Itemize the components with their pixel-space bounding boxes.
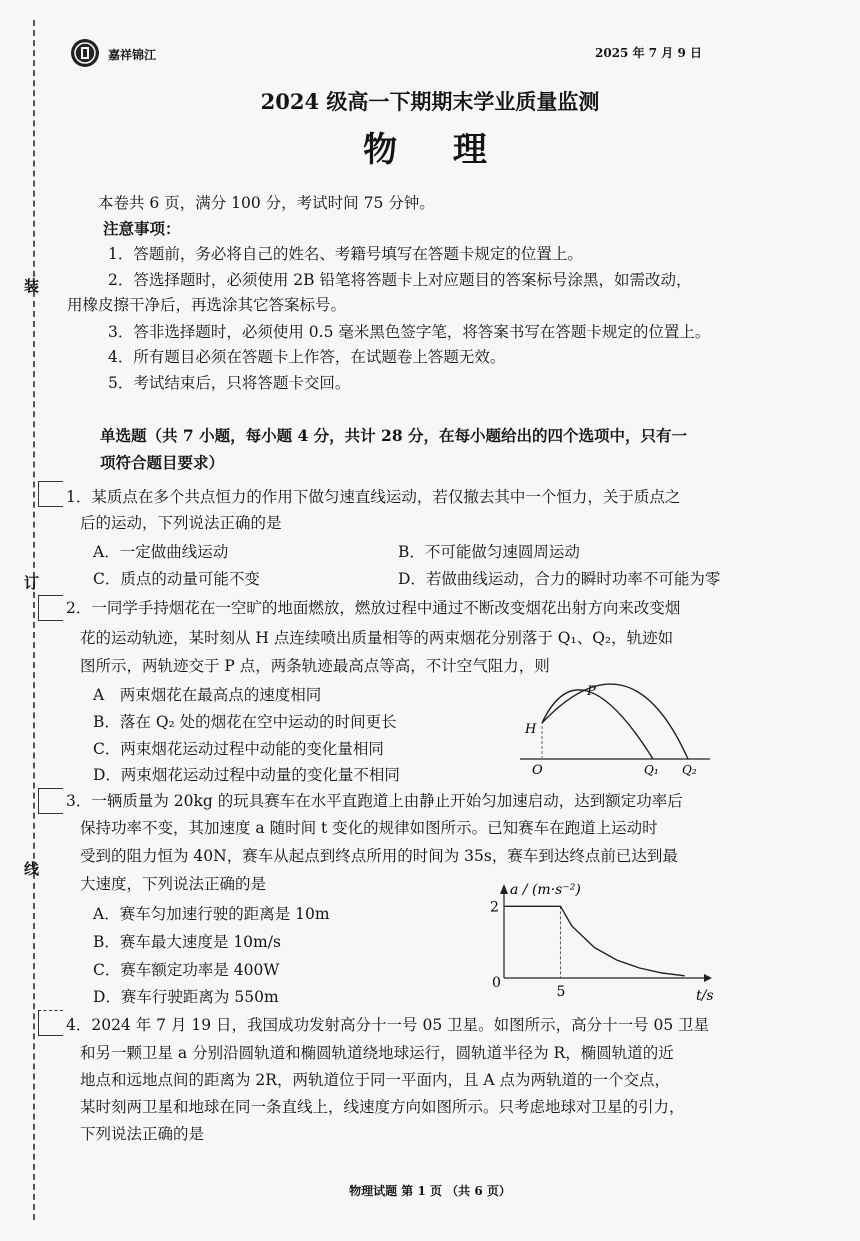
x-tick-5: 5 <box>556 984 566 1000</box>
binding-mark-zhuang: 装 <box>24 277 40 295</box>
answer-box-q4 <box>38 1010 63 1036</box>
label-q2: Q₂ <box>682 763 697 777</box>
intro-text: 本卷共 6 页，满分 100 分，考试时间 75 分钟。 <box>98 194 435 212</box>
q3-acceleration-chart <box>480 872 730 1004</box>
q3-stem: 保持功率不变，其加速度 a 随时间 t 变化的规律如图所示。已知赛车在跑道上运动时 <box>80 819 658 837</box>
q4-stem: 4．2024 年 7 月 19 日，我国成功发射高分十一号 05 卫星。如图所示，高分十一号 05 卫星 <box>66 1016 710 1034</box>
exam-title: 2024 级高一下期期末学业质量监测 <box>260 89 600 114</box>
q4-stem: 下列说法正确的是 <box>80 1125 205 1143</box>
notice-item: 4．所有题目必须在答题卡上作答，在试题卷上答题无效。 <box>108 348 506 366</box>
x-tick-0: 0 <box>492 975 501 991</box>
q1-option-a: A．一定做曲线运动 <box>93 543 229 561</box>
q1-option-d: D．若做曲线运动，合力的瞬时功率不可能为零 <box>398 570 721 588</box>
q4-stem: 地点和远地点间的距离为 2R，两轨道位于同一平面内，且 A 点为两轨道的一个交点， <box>80 1071 671 1089</box>
answer-box-q1 <box>38 481 63 507</box>
q2-stem: 图所示，两轨迹交于 P 点，两条轨迹最高点等高，不计空气阻力，则 <box>80 657 550 675</box>
q3-stem: 受到的阻力恒为 40N，赛车从起点到终点所用的时间为 35s，赛车到达终点前已达到最 <box>80 847 678 865</box>
q1-option-b: B．不可能做匀速圆周运动 <box>398 543 580 561</box>
notice-item: 用橡皮擦干净后，再选涂其它答案标号。 <box>67 296 347 314</box>
q1-option-c: C．质点的动量可能不变 <box>93 570 260 588</box>
q3-stem: 大速度，下列说法正确的是 <box>80 875 267 893</box>
label-q1: Q₁ <box>644 763 659 777</box>
q4-stem: 某时刻两卫星和地球在同一条直线上，线速度方向如图所示。只考虑地球对卫星的引力， <box>80 1098 685 1116</box>
q3-option-b: B．赛车最大速度是 10m/s <box>93 933 281 951</box>
q2-stem: 2．一同学手持烟花在一空旷的地面燃放，燃放过程中通过不断改变烟花出射方向来改变烟 <box>66 599 681 617</box>
q4-stem: 和另一颗卫星 a 分别沿圆轨道和椭圆轨道绕地球运行，圆轨道半径为 R，椭圆轨道的近 <box>80 1044 674 1062</box>
label-p: P <box>587 684 596 699</box>
q3-option-c: C．赛车额定功率是 400W <box>93 961 280 979</box>
notice-item: 1．答题前，务必将自己的姓名、考籍号填写在答题卡规定的位置上。 <box>108 245 583 263</box>
x-axis-label: t/s <box>696 988 714 1004</box>
q2-option-b: B．落在 Q₂ 处的烟花在空中运动的时间更长 <box>93 713 397 731</box>
q2-option-c: C．两束烟花运动过程中动能的变化量相同 <box>93 740 384 758</box>
q3-option-d: D．赛车行驶距离为 550m <box>93 988 279 1006</box>
notice-item: 2．答选择题时，必须使用 2B 铅笔将答题卡上对应题目的答案标号涂黑，如需改动， <box>108 271 692 289</box>
y-axis-label: a / (m·s⁻²) <box>510 882 581 898</box>
label-h: H <box>525 722 537 737</box>
q1-stem: 1．某质点在多个共点恒力的作用下做匀速直线运动，若仅撤去其中一个恒力，关于质点之 <box>66 488 681 506</box>
q1-stem: 后的运动，下列说法正确的是 <box>80 514 282 532</box>
notice-title: 注意事项： <box>103 219 181 238</box>
notice-item: 3．答非选择题时，必须使用 0.5 毫米黑色签字笔，将答案书写在答题卡规定的位置上。 <box>108 323 711 341</box>
x-axis-arrow-icon <box>704 974 712 982</box>
y-tick-2: 2 <box>490 899 499 916</box>
school-name: 嘉祥锦江 <box>108 48 157 62</box>
y-axis-arrow-icon <box>500 884 508 894</box>
notice-item: 5．考试结束后，只将答题卡交回。 <box>108 374 351 392</box>
school-logo-icon <box>70 38 100 68</box>
exam-date: 2025 年 7 月 9 日 <box>595 46 702 60</box>
q3-option-a: A．赛车匀加速行驶的距离是 10m <box>93 905 330 923</box>
trajectory-q2 <box>542 684 688 759</box>
acceleration-series-line <box>504 906 685 976</box>
q2-trajectory-figure <box>510 675 720 785</box>
q2-option-d: D．两束烟花运动过程中动量的变化量不相同 <box>93 766 400 784</box>
answer-box-q3 <box>38 788 63 814</box>
trajectory-q1 <box>542 690 653 759</box>
q2-option-a: A 两束烟花在最高点的速度相同 <box>93 686 322 704</box>
q3-stem: 3．一辆质量为 20kg 的玩具赛车在水平直跑道上由静止开始匀加速启动，达到额定功率后 <box>66 792 683 810</box>
subject-title: 物 理 <box>363 130 509 170</box>
section-heading-cont: 项符合题目要求） <box>100 453 225 472</box>
answer-box-q2 <box>38 595 63 621</box>
label-o: O <box>532 763 543 778</box>
section-heading: 单选题（共 7 小题，每小题 4 分，共计 28 分，在每小题给出的四个选项中，只有一 <box>100 426 688 445</box>
page-footer: 物理试题 第 1 页 （共 6 页） <box>349 1184 511 1198</box>
binding-mark-xian: 线 <box>24 860 40 878</box>
q2-stem: 花的运动轨迹，某时刻从 H 点连续喷出质量相等的两束烟花分别落于 Q₁、Q₂，轨迹如 <box>80 629 674 647</box>
binding-mark-ding: 订 <box>24 574 40 592</box>
binding-dashed-line <box>33 20 35 1220</box>
